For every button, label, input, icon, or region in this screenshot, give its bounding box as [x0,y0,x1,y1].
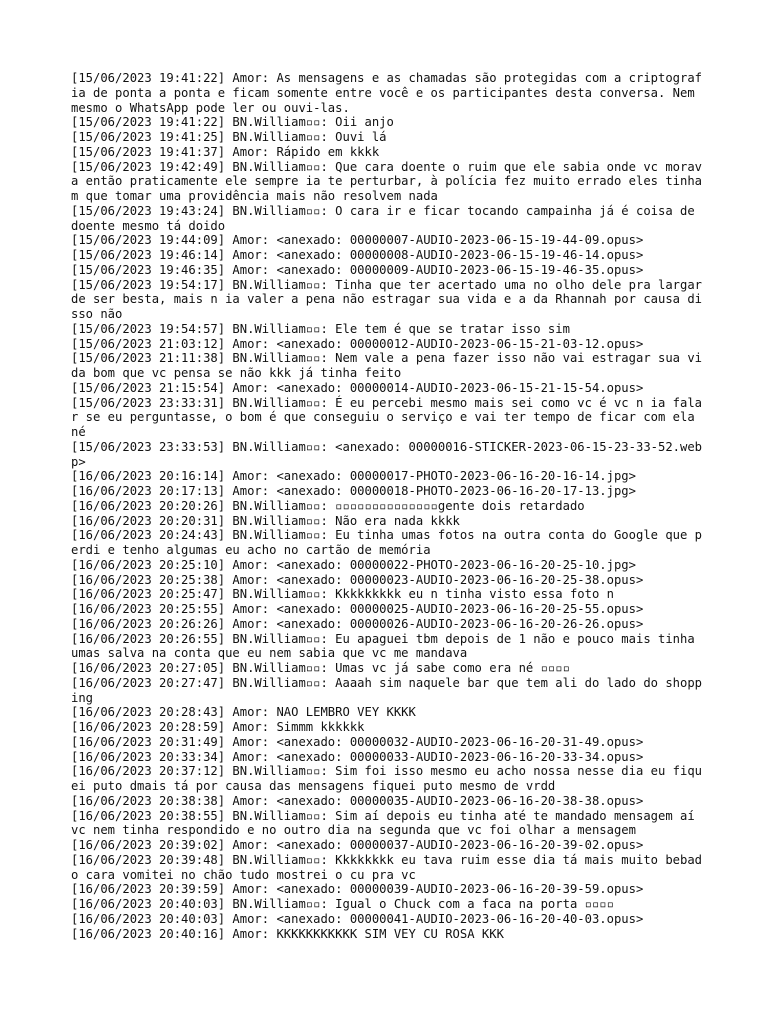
chat-message: [15/06/2023 19:41:22] Amor: As mensagens e as chamadas são protegidas com a criptografia de ponta a ponta e ficam somente entre você e os participantes desta conversa. Nem mesmo o WhatsApp pode ler ou ouvi-las. [71,71,703,115]
chat-message: [16/06/2023 20:16:14] Amor: <anexado: 00000017-PHOTO-2023-06-16-20-16-14.jpg> [71,469,636,484]
chat-message: [15/06/2023 21:11:38] BN.William▫▫: Nem vale a pena fazer isso não vai estragar sua vida bom que vc pensa se não kkk já tinha feito [71,351,703,380]
chat-message: [16/06/2023 20:38:55] BN.William▫▫: Sim aí depois eu tinha até te mandado mensagem aí vc nem tinha respondido e no outro dia na segunda que vc foi olhar a mensagem [71,808,703,838]
chat-message: [15/06/2023 19:43:24] BN.William▫▫: O cara ir e ficar tocando campainha já é coisa de doente mesmo tá doido [71,203,703,233]
chat-message: [16/06/2023 20:17:13] Amor: <anexado: 00000018-PHOTO-2023-06-16-20-17-13.jpg> [71,484,636,498]
chat-message: [16/06/2023 20:28:59] Amor: Simmm kkkkkk [71,720,365,734]
chat-message: [16/06/2023 20:40:16] Amor: KKKKKKKKKKK SIM VEY CU ROSA KKK [71,926,504,941]
chat-message: [16/06/2023 20:39:59] Amor: <anexado: 00000039-AUDIO-2023-06-16-20-39-59.opus> [71,882,644,897]
chat-message: [15/06/2023 21:15:54] Amor: <anexado: 00000014-AUDIO-2023-06-15-21-15-54.opus> [71,380,644,395]
chat-message: [16/06/2023 20:24:43] BN.William▫▫: Eu tinha umas fotos na outra conta do Google que perdi e tenho algumas eu acho no cartão de memória [71,528,703,557]
chat-message: [16/06/2023 20:25:55] Amor: <anexado: 00000025-AUDIO-2023-06-16-20-25-55.opus> [71,602,644,616]
chat-message: [15/06/2023 19:42:49] BN.William▫▫: Que cara doente o ruim que ele sabia onde vc morava então praticamente ele sempre ia te perturbar, à polícia fez muito errado eles tinham que tomar uma providência mais não resolvem nada [71,159,703,203]
chat-message: [15/06/2023 19:46:35] Amor: <anexado: 00000009-AUDIO-2023-06-15-19-46-35.opus> [71,262,644,277]
chat-message: [16/06/2023 20:27:05] BN.William▫▫: Umas vc já sabe como era né ▫▫▫▫ [71,661,570,675]
chat-message: [15/06/2023 23:33:53] BN.William▫▫: <anexado: 00000016-STICKER-2023-06-15-23-33-52.webp> [71,439,703,469]
chat-message: [16/06/2023 20:31:49] Amor: <anexado: 00000032-AUDIO-2023-06-16-20-31-49.opus> [71,734,644,749]
chat-message: [15/06/2023 19:44:09] Amor: <anexado: 00000007-AUDIO-2023-06-15-19-44-09.opus> [71,233,644,248]
chat-message: [16/06/2023 20:40:03] BN.William▫▫: Igual o Chuck com a faca na porta ▫▫▫▫ [71,897,614,911]
chat-message: [16/06/2023 20:38:38] Amor: <anexado: 00000035-AUDIO-2023-06-16-20-38-38.opus> [71,793,644,808]
chat-message: [16/06/2023 20:33:34] Amor: <anexado: 00000033-AUDIO-2023-06-16-20-33-34.opus> [71,749,644,764]
chat-message: [16/06/2023 20:39:02] Amor: <anexado: 00000037-AUDIO-2023-06-16-20-39-02.opus> [71,838,644,852]
chat-message: [16/06/2023 20:20:26] BN.William▫▫: ▫▫▫▫▫▫▫▫▫▫▫▫▫▫gente dois retardado [71,498,585,513]
chat-message: [15/06/2023 19:54:57] BN.William▫▫: Ele tem é que se tratar isso sim [71,321,570,336]
chat-message: [16/06/2023 20:25:38] Amor: <anexado: 00000023-AUDIO-2023-06-16-20-25-38.opus> [71,572,644,587]
chat-message: [16/06/2023 20:20:31] BN.William▫▫: Não era nada kkkk [71,513,460,528]
chat-message: [16/06/2023 20:26:26] Amor: <anexado: 00000026-AUDIO-2023-06-16-20-26-26.opus> [71,616,644,631]
chat-message: [16/06/2023 20:25:10] Amor: <anexado: 00000022-PHOTO-2023-06-16-20-25-10.jpg> [71,557,636,572]
chat-message: [16/06/2023 20:28:43] Amor: NAO LEMBRO VEY KKKK [71,705,416,720]
chat-message: [15/06/2023 19:41:25] BN.William▫▫: Ouvi lá [71,130,387,144]
chat-message: [16/06/2023 20:26:55] BN.William▫▫: Eu apaguei tbm depois de 1 não e pouco mais tinha umas salva na conta que eu nem sabia que vc me mandava [71,631,703,661]
chat-message: [15/06/2023 19:41:37] Amor: Rápido em kkkk [71,144,380,159]
chat-message: [15/06/2023 19:46:14] Amor: <anexado: 00000008-AUDIO-2023-06-15-19-46-14.opus> [71,248,644,262]
chat-message: [16/06/2023 20:25:47] BN.William▫▫: Kkkkkkkkk eu n tinha visto essa foto n [71,587,614,602]
chat-message: [15/06/2023 23:33:31] BN.William▫▫: É eu percebi mesmo mais sei como vc é vc n ia falar se eu perguntasse, o bom é que conseguiu o serviço e vai ter tempo de ficar com ela né [71,395,703,439]
chat-message: [16/06/2023 20:40:03] Amor: <anexado: 00000041-AUDIO-2023-06-16-20-40-03.opus> [71,911,644,926]
chat-message: [16/06/2023 20:37:12] BN.William▫▫: Sim foi isso mesmo eu acho nossa nesse dia eu fiquei puto dmais tá por causa das mensagens fiquei puto mesmo de vrdd [71,764,703,793]
chat-message: [15/06/2023 21:03:12] Amor: <anexado: 00000012-AUDIO-2023-06-15-21-03-12.opus> [71,336,644,351]
chat-message: [16/06/2023 20:27:47] BN.William▫▫: Aaaah sim naquele bar que tem ali do lado do shopping [71,675,703,705]
chat-message: [16/06/2023 20:39:48] BN.William▫▫: Kkkkkkkk eu tava ruim esse dia tá mais muito bebado cara vomitei no chão tudo mostrei o cu pra vc [71,852,703,882]
chat-message: [15/06/2023 19:41:22] BN.William▫▫: Oii anjo [71,115,394,130]
chat-transcript [71,71,710,941]
chat-message: [15/06/2023 19:54:17] BN.William▫▫: Tinha que ter acertado uma no olho dele pra largar de ser besta, mais n ia valer a pena não estragar sua vida e a da Rhannah por causa disso não [71,277,710,321]
